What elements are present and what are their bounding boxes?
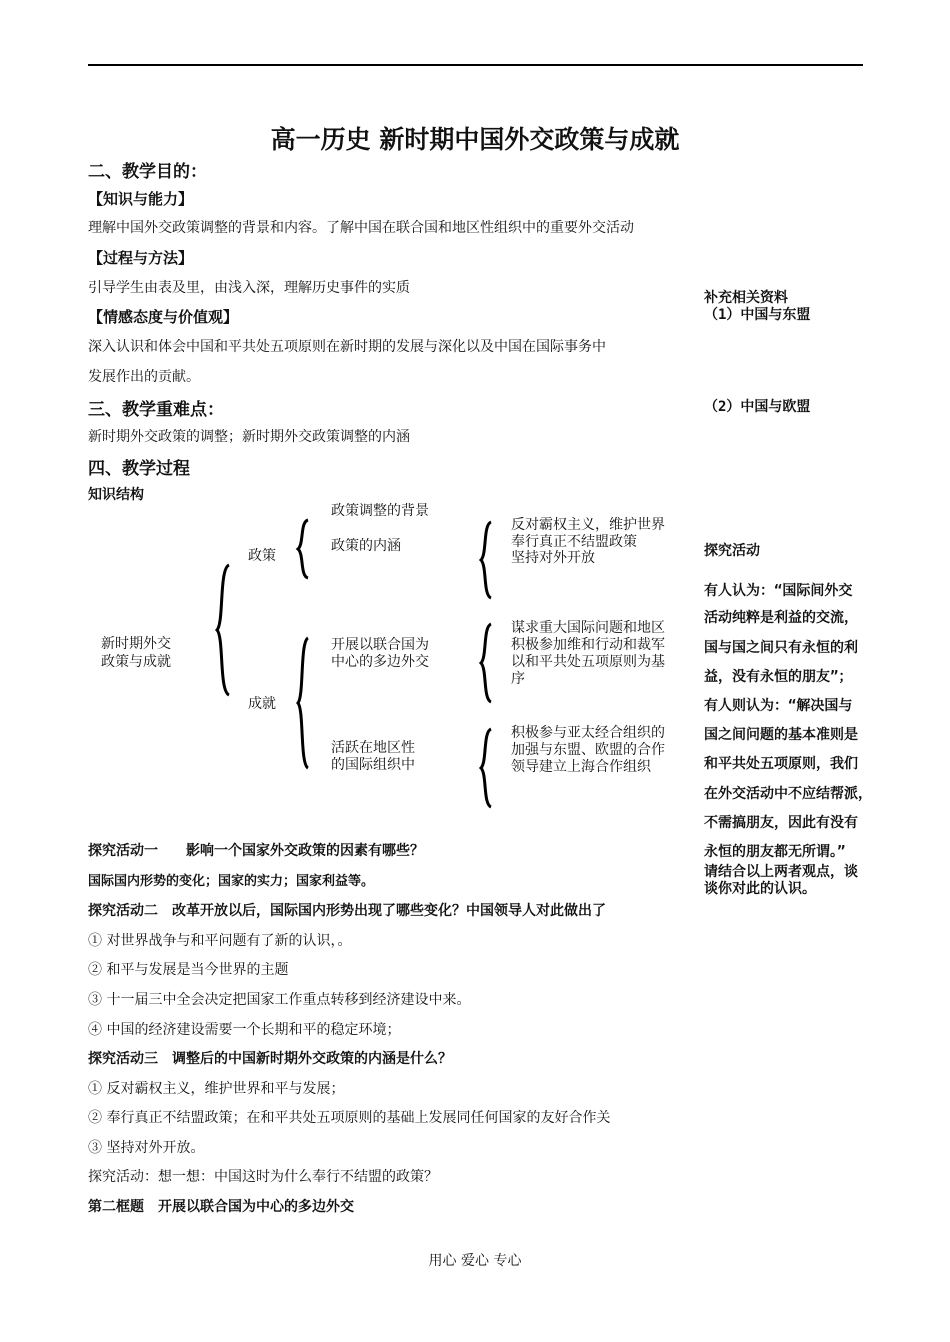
diagram-policy-content: 政策的内涵 <box>331 538 401 554</box>
process-heading: 四、教学过程 <box>88 459 190 479</box>
diagram-un-line2: 中心的多边外交 <box>331 654 429 670</box>
diagram-regional-line2: 的国际组织中 <box>331 757 415 773</box>
sidebar-line: 不需搞朋友，因此有没有 <box>704 815 858 831</box>
activity1-question: 探究活动一 影响一个国家外交政策的因素有哪些？ <box>88 843 424 859</box>
diagram-achievement: 成就 <box>248 696 276 712</box>
activity3-item: ① 反对霸权主义，维护世界和平与发展； <box>88 1081 345 1097</box>
objectives-heading: 二、教学目的： <box>88 162 207 182</box>
policy-item: 坚持对外开放 <box>511 550 595 566</box>
un-item: 谋求重大国际问题和地区 <box>511 620 665 636</box>
sidebar-line: 国之间问题的基本准则是 <box>704 727 858 743</box>
sidebar-line: 永恒的朋友都无所谓。” <box>704 844 846 860</box>
sidebar-prompt-line1: 请结合以上两者观点，谈 <box>704 864 858 880</box>
policy-item: 反对霸权主义，维护世界 <box>511 517 665 533</box>
sidebar-line: 活动纯粹是利益的交流， <box>704 610 858 626</box>
sidebar-item1: （1）中国与东盟 <box>704 307 811 323</box>
activity3-think: 探究活动：想一想：中国这时为什么奉行不结盟的政策？ <box>88 1169 438 1185</box>
sidebar-line: 在外交活动中不应结帮派， <box>704 786 872 802</box>
activity1-answer: 国际国内形势的变化；国家的实力；国家利益等。 <box>88 874 375 889</box>
policy-item: 奉行真正不结盟政策 <box>511 534 637 550</box>
sidebar-activity-title: 探究活动 <box>704 543 760 559</box>
regional-items-brace <box>479 727 495 809</box>
sidebar-line: 国与国之间只有永恒的利 <box>704 640 858 656</box>
sidebar-supplement: 补充相关资料 <box>704 290 788 306</box>
page-footer: 用心 爱心 专心 <box>428 1253 522 1269</box>
page-title: 高一历史 新时期中国外交政策与成就 <box>270 125 680 154</box>
sidebar-item2: （2）中国与欧盟 <box>704 399 811 415</box>
regional-item: 加强与东盟、欧盟的合作 <box>511 742 665 758</box>
activity3-question: 探究活动三 调整后的中国新时期外交政策的内涵是什么？ <box>88 1051 452 1067</box>
diagram-policy: 政策 <box>248 548 276 564</box>
diagram-policy-background: 政策调整的背景 <box>331 503 429 519</box>
knowledge-text: 理解中国外交政策调整的背景和内容。了解中国在联合国和地区性组织中的重要外交活动 <box>88 220 634 236</box>
diagram-root-line2: 政策与成就 <box>101 654 171 670</box>
sidebar-prompt-line2: 谈你对此的认识。 <box>704 881 816 897</box>
emotion-text-line2: 发展作出的贡献。 <box>88 369 200 385</box>
diagram-root-line1: 新时期外交 <box>101 636 171 652</box>
knowledge-label: 【知识与能力】 <box>88 190 194 208</box>
activity3-item: ② 奉行真正不结盟政策；在和平共处五项原则的基础上发展同任何国家的友好合作关 <box>88 1110 611 1126</box>
activity2-item: ① 对世界战争与和平问题有了新的认识，。 <box>88 933 352 949</box>
header-rule <box>88 64 863 66</box>
emotion-text-line1: 深入认识和体会中国和平共处五项原则在新时期的发展与深化以及中国在国际事务中 <box>88 339 606 355</box>
policy-brace <box>296 518 312 580</box>
regional-item: 积极参与亚太经合组织的 <box>511 725 665 741</box>
sidebar-line: 益，没有永恒的朋友”； <box>704 669 853 685</box>
sidebar-line: 有人认为：“国际间外交 <box>704 583 853 599</box>
activity2-item: ④ 中国的经济建设需要一个长期和平的稳定环境； <box>88 1022 401 1038</box>
activity2-question: 探究活动二 改革开放以后，国际国内形势出现了哪些变化？中国领导人对此做出了 <box>88 903 606 919</box>
sidebar-line: 和平共处五项原则，我们 <box>704 756 858 772</box>
diagram-un-line1: 开展以联合国为 <box>331 637 429 653</box>
achievement-brace <box>296 636 312 770</box>
key-points-text: 新时期外交政策的调整；新时期外交政策调整的内涵 <box>88 429 410 445</box>
process-text: 引导学生由表及里，由浅入深，理解历史事件的实质 <box>88 280 410 296</box>
un-item: 以和平共处五项原则为基 <box>511 654 665 670</box>
activity2-item: ③ 十一届三中全会决定把国家工作重点转移到经济建设中来。 <box>88 992 471 1008</box>
un-item: 积极参加维和行动和裁军 <box>511 637 665 653</box>
section2-heading: 第二框题 开展以联合国为中心的多边外交 <box>88 1199 354 1215</box>
regional-item: 领导建立上海合作组织 <box>511 759 651 775</box>
structure-label: 知识结构 <box>88 487 144 503</box>
key-points-heading: 三、教学重难点： <box>88 400 224 420</box>
policy-items-brace <box>479 520 495 600</box>
process-label: 【过程与方法】 <box>88 249 194 267</box>
root-brace <box>215 563 235 698</box>
activity3-item: ③ 坚持对外开放。 <box>88 1140 205 1156</box>
un-item: 序 <box>511 671 525 687</box>
diagram-regional-line1: 活跃在地区性 <box>331 740 415 756</box>
emotion-label: 【情感态度与价值观】 <box>88 308 239 326</box>
un-items-brace <box>479 622 495 704</box>
sidebar-line: 有人则认为：“解决国与 <box>704 698 853 714</box>
activity2-item: ② 和平与发展是当今世界的主题 <box>88 962 289 978</box>
